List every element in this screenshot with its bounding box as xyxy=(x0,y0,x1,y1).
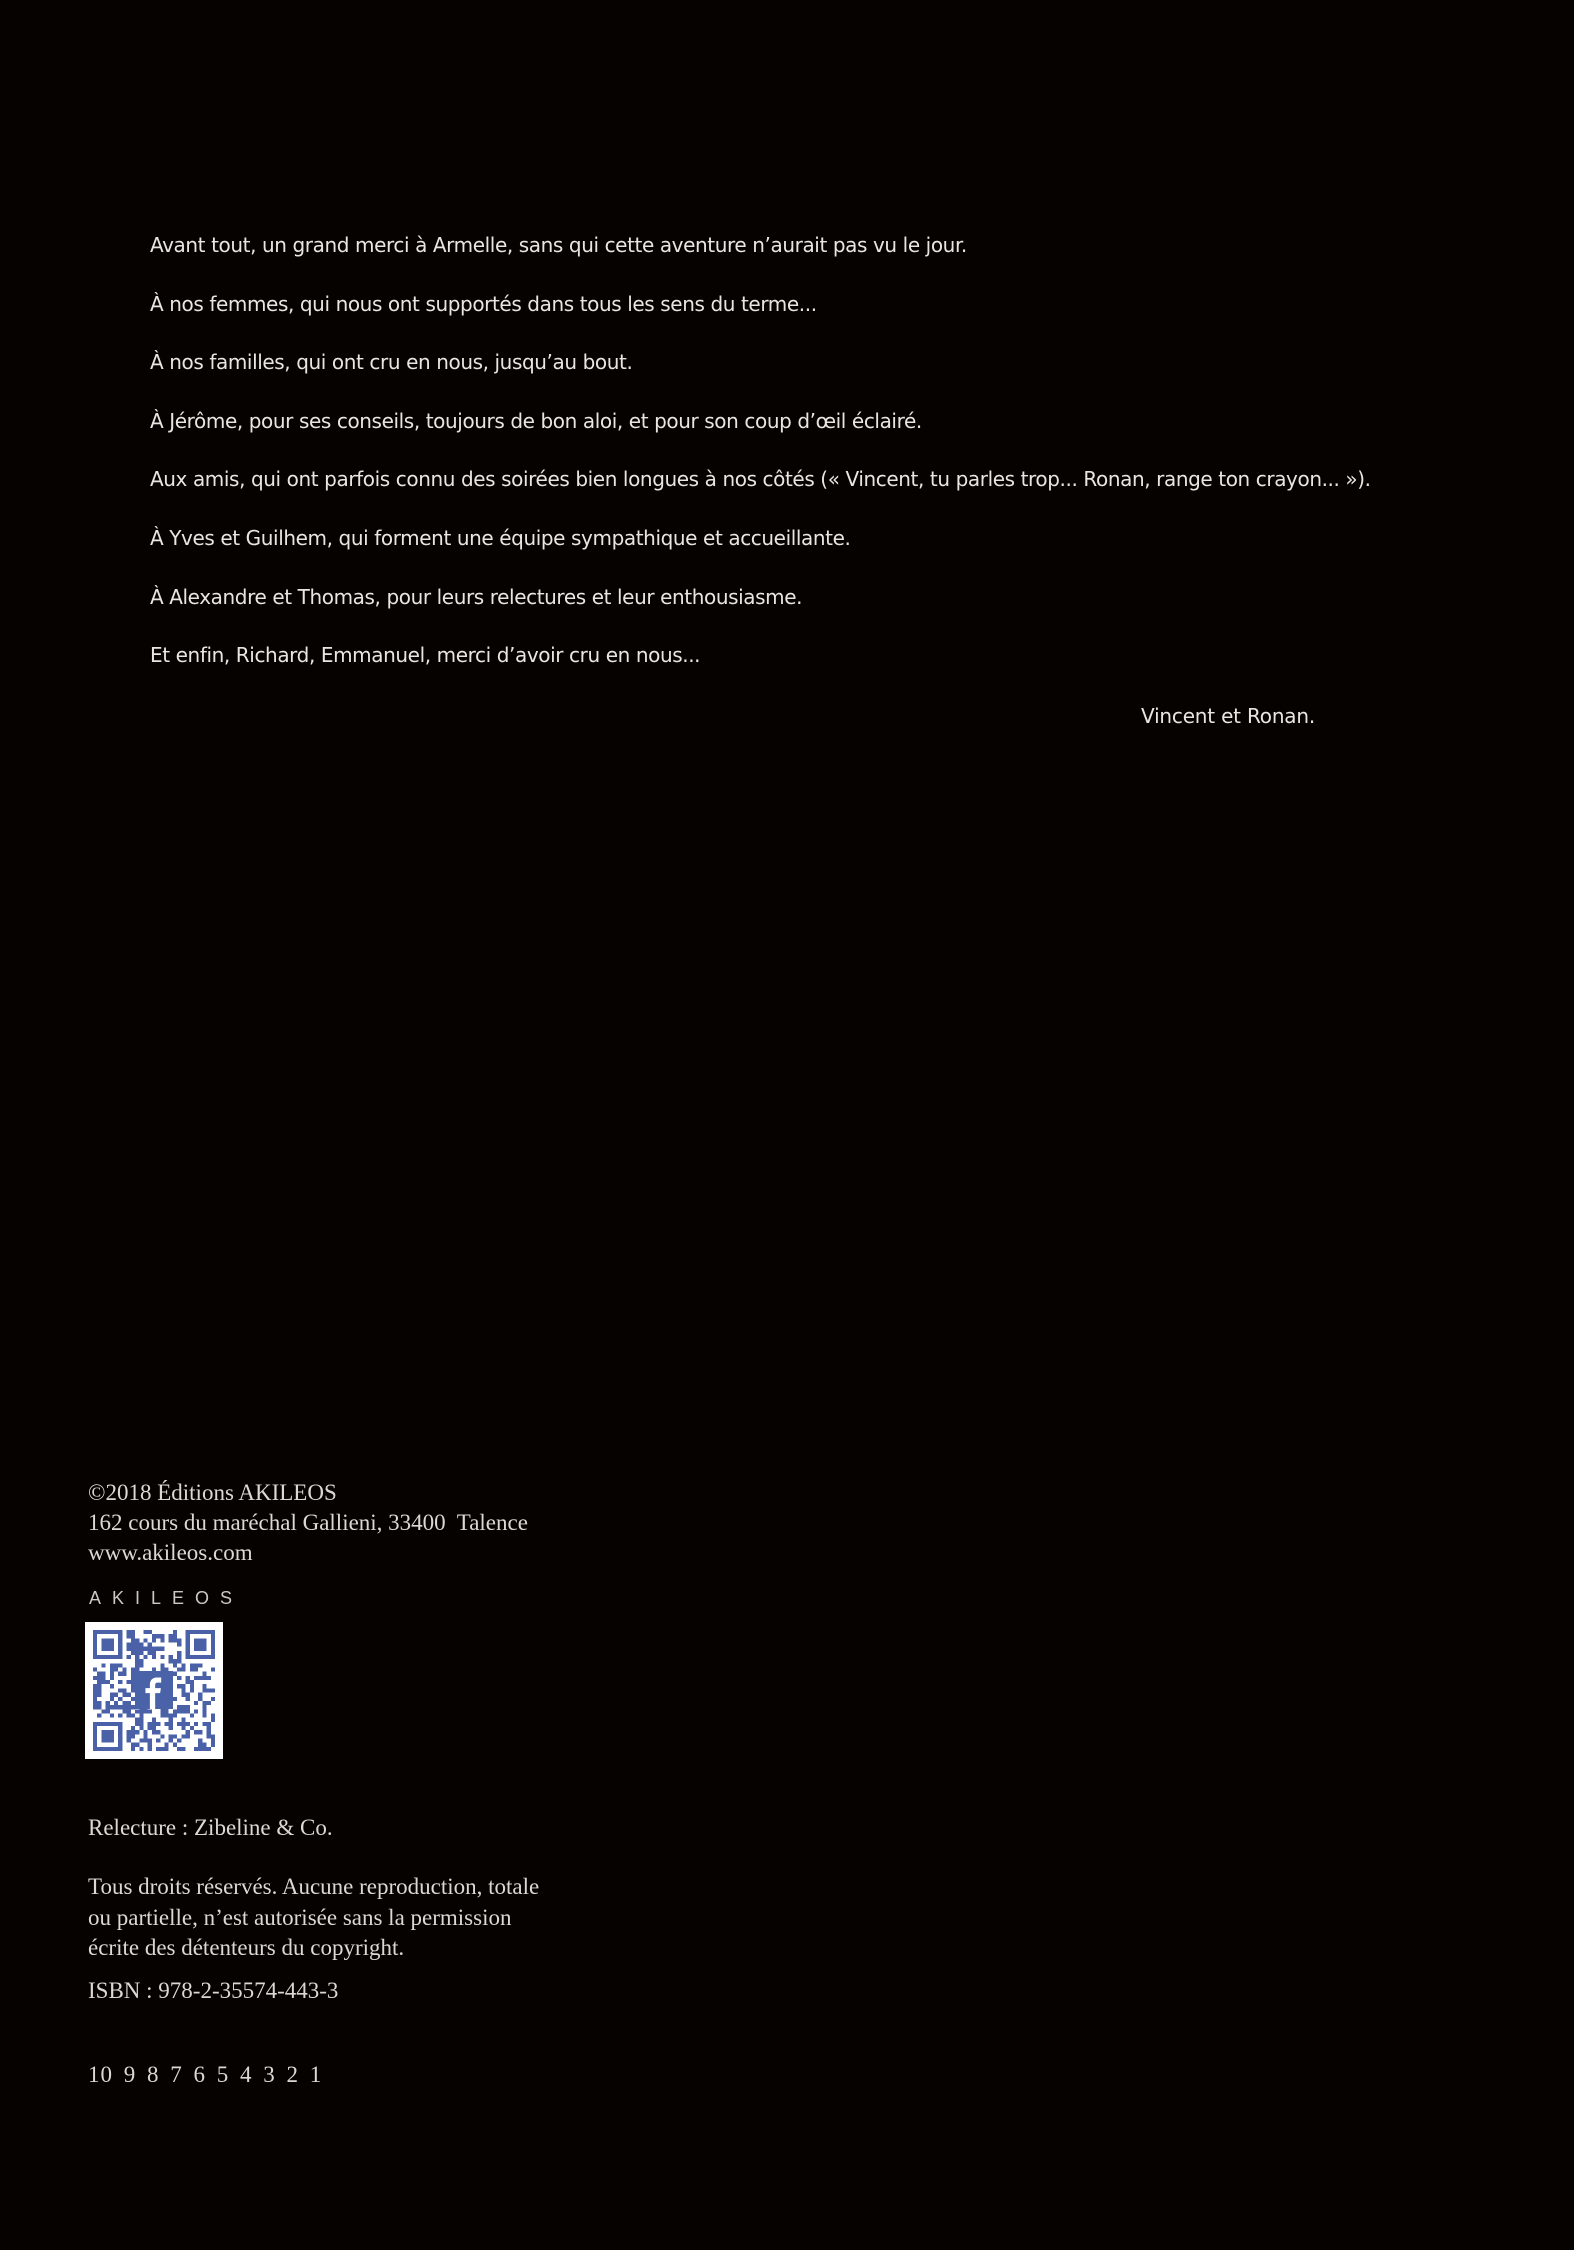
rights-line: Tous droits réservés. Aucune reproduction, totale xyxy=(88,1874,540,1899)
facebook-icon xyxy=(135,1671,173,1709)
akileos-logotype: AKILEOS xyxy=(89,1588,244,1608)
rights-notice xyxy=(88,1872,539,1964)
proofreading-credit: Relecture : Zibeline & Co. xyxy=(88,1815,333,1840)
acknowledgments-section xyxy=(150,216,1480,685)
acknowledgment-line: À nos femmes, qui nous ont supportés dans tous les sens du terme... xyxy=(150,291,817,316)
copyright-line: ©2018 Éditions AKILEOS xyxy=(88,1480,337,1505)
acknowledgment-line: Aux amis, qui ont parfois connu des soirées bien longues à nos côtés (« Vincent, tu parles trop... Ronan, range ton crayon... »). xyxy=(150,467,1371,492)
facebook-qr-code xyxy=(85,1622,223,1759)
rights-line: écrite des détenteurs du copyright. xyxy=(88,1935,405,1960)
acknowledgment-line: À Yves et Guilhem, qui forment une équipe sympathique et accueillante. xyxy=(150,525,851,550)
publisher-website: www.akileos.com xyxy=(88,1540,253,1565)
authors-signature: Vincent et Ronan. xyxy=(1141,704,1315,728)
isbn-number: ISBN : 978-2-35574-443-3 xyxy=(88,1978,339,2003)
publisher-block xyxy=(88,1478,528,1568)
acknowledgment-line: À Alexandre et Thomas, pour leurs relectures et leur enthousiasme. xyxy=(150,584,803,609)
print-run-numbers: 10 9 8 7 6 5 4 3 2 1 xyxy=(88,2062,323,2087)
acknowledgment-line: À nos familles, qui ont cru en nous, jusqu’au bout. xyxy=(150,350,633,375)
rights-line: ou partielle, n’est autorisée sans la permission xyxy=(88,1904,512,1930)
acknowledgment-line: Et enfin, Richard, Emmanuel, merci d’avoir cru en nous... xyxy=(150,643,701,668)
acknowledgment-line: Avant tout, un grand merci à Armelle, sans qui cette aventure n’aurait pas vu le jour. xyxy=(150,233,967,257)
acknowledgment-line: À Jérôme, pour ses conseils, toujours de bon aloi, et pour son coup d’œil éclairé. xyxy=(150,408,922,433)
publisher-address: 162 cours du maréchal Gallieni, 33400 Talence xyxy=(88,1510,528,1535)
